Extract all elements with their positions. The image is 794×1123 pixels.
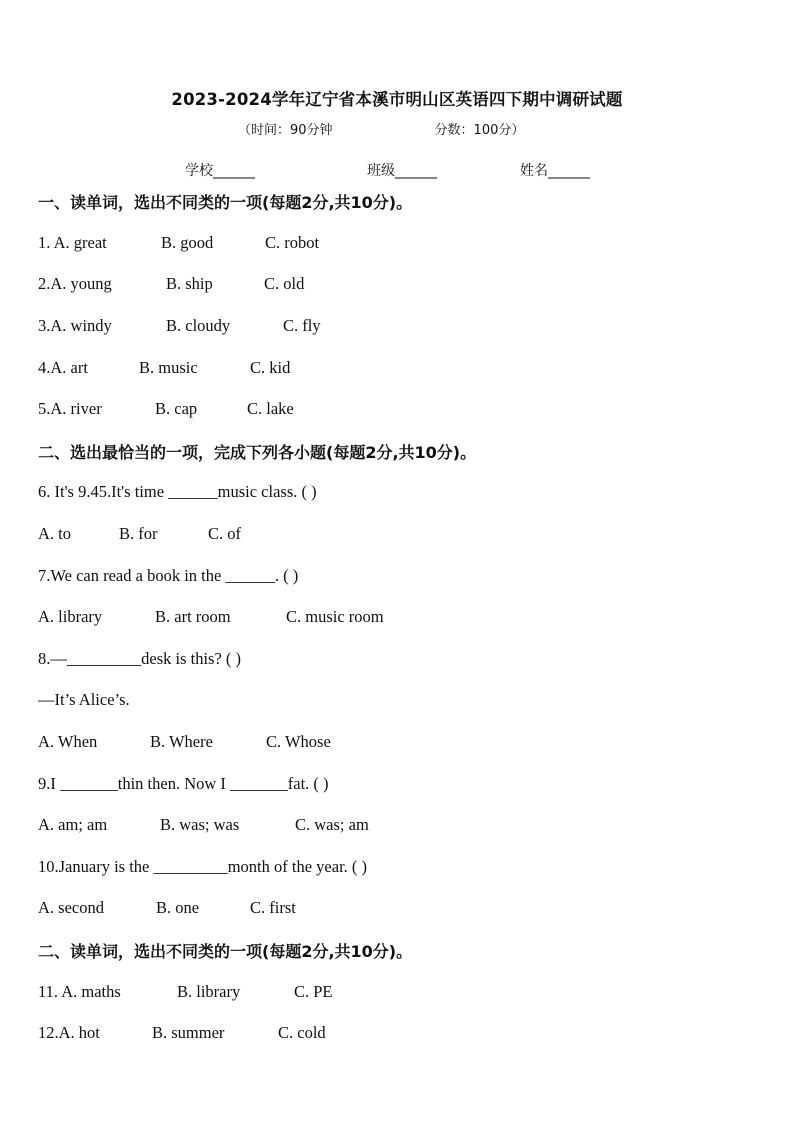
option-a: A. library bbox=[38, 607, 103, 626]
option-a: 1. A. great bbox=[38, 233, 107, 252]
question-10-stem: 10.January is the _________month of the year. ( ) bbox=[38, 857, 368, 876]
exam-meta bbox=[238, 119, 524, 138]
class-field: 班级______ bbox=[367, 163, 437, 179]
question-5 bbox=[38, 399, 294, 419]
question-8-answer: —It’s Alice’s. bbox=[38, 690, 130, 709]
question-1 bbox=[38, 233, 319, 253]
question-12 bbox=[38, 1023, 326, 1043]
option-a: 4.A. art bbox=[38, 358, 88, 377]
option-b: B. cap bbox=[155, 399, 198, 418]
question-7-stem: 7.We can read a book in the ______. ( ) bbox=[38, 566, 299, 585]
option-a: 5.A. river bbox=[38, 399, 102, 418]
exam-score: 分数：100分） bbox=[434, 123, 525, 138]
option-c: C. Whose bbox=[266, 732, 331, 751]
question-6-options bbox=[38, 524, 241, 544]
option-b: B. art room bbox=[155, 607, 231, 626]
question-2 bbox=[38, 274, 304, 294]
option-b: B. good bbox=[161, 233, 214, 252]
section-heading-3: 二、读单词，选出不同类的一项(每题2分,共10分)。 bbox=[38, 942, 413, 961]
option-a: 3.A. windy bbox=[38, 316, 112, 335]
name-field: 姓名______ bbox=[520, 163, 590, 179]
option-c: C. cold bbox=[278, 1023, 326, 1042]
question-8-stem: 8.—_________desk is this? ( ) bbox=[38, 649, 242, 668]
school-field: 学校______ bbox=[185, 163, 255, 179]
option-c: C. old bbox=[264, 274, 305, 293]
option-c: C. PE bbox=[294, 982, 333, 1001]
question-7-options bbox=[38, 607, 384, 627]
question-6-stem: 6. It's 9.45.It's time ______music class. ( ) bbox=[38, 482, 317, 501]
option-b: B. library bbox=[177, 982, 241, 1001]
option-a: A. to bbox=[38, 524, 71, 543]
option-c: C. fly bbox=[283, 316, 321, 335]
question-9-options bbox=[38, 815, 369, 835]
option-a: 11. A. maths bbox=[38, 982, 121, 1001]
question-10-options bbox=[38, 898, 296, 918]
option-b: B. was; was bbox=[160, 815, 240, 834]
option-b: B. Where bbox=[150, 732, 213, 751]
option-c: C. was; am bbox=[295, 815, 369, 834]
option-a: A. When bbox=[38, 732, 98, 751]
question-4 bbox=[38, 358, 290, 378]
option-c: C. music room bbox=[286, 607, 384, 626]
option-c: C. of bbox=[208, 524, 241, 543]
option-b: B. ship bbox=[166, 274, 213, 293]
page-title: 2023-2024学年辽宁省本溪市明山区英语四下期中调研试题 bbox=[171, 90, 623, 109]
question-8-options bbox=[38, 732, 331, 752]
option-c: C. kid bbox=[250, 358, 291, 377]
section-heading-1: 一、读单词，选出不同类的一项(每题2分,共10分)。 bbox=[38, 193, 413, 212]
option-b: B. cloudy bbox=[166, 316, 231, 335]
option-c: C. robot bbox=[265, 233, 320, 252]
option-a: 2.A. young bbox=[38, 274, 112, 293]
option-b: B. one bbox=[156, 898, 200, 917]
option-b: B. music bbox=[139, 358, 198, 377]
option-b: B. for bbox=[119, 524, 158, 543]
option-a: 12.A. hot bbox=[38, 1023, 100, 1042]
question-3 bbox=[38, 316, 321, 336]
option-b: B. summer bbox=[152, 1023, 225, 1042]
option-c: C. first bbox=[250, 898, 296, 917]
option-c: C. lake bbox=[247, 399, 294, 418]
question-11 bbox=[38, 982, 333, 1002]
section-heading-2: 二、选出最恰当的一项，完成下列各小题(每题2分,共10分)。 bbox=[38, 443, 477, 462]
question-9-stem: 9.I _______thin then. Now I _______fat. ( ) bbox=[38, 774, 329, 793]
option-a: A. am; am bbox=[38, 815, 108, 834]
exam-time: （时间：90分钟 bbox=[238, 123, 333, 138]
option-a: A. second bbox=[38, 898, 104, 917]
